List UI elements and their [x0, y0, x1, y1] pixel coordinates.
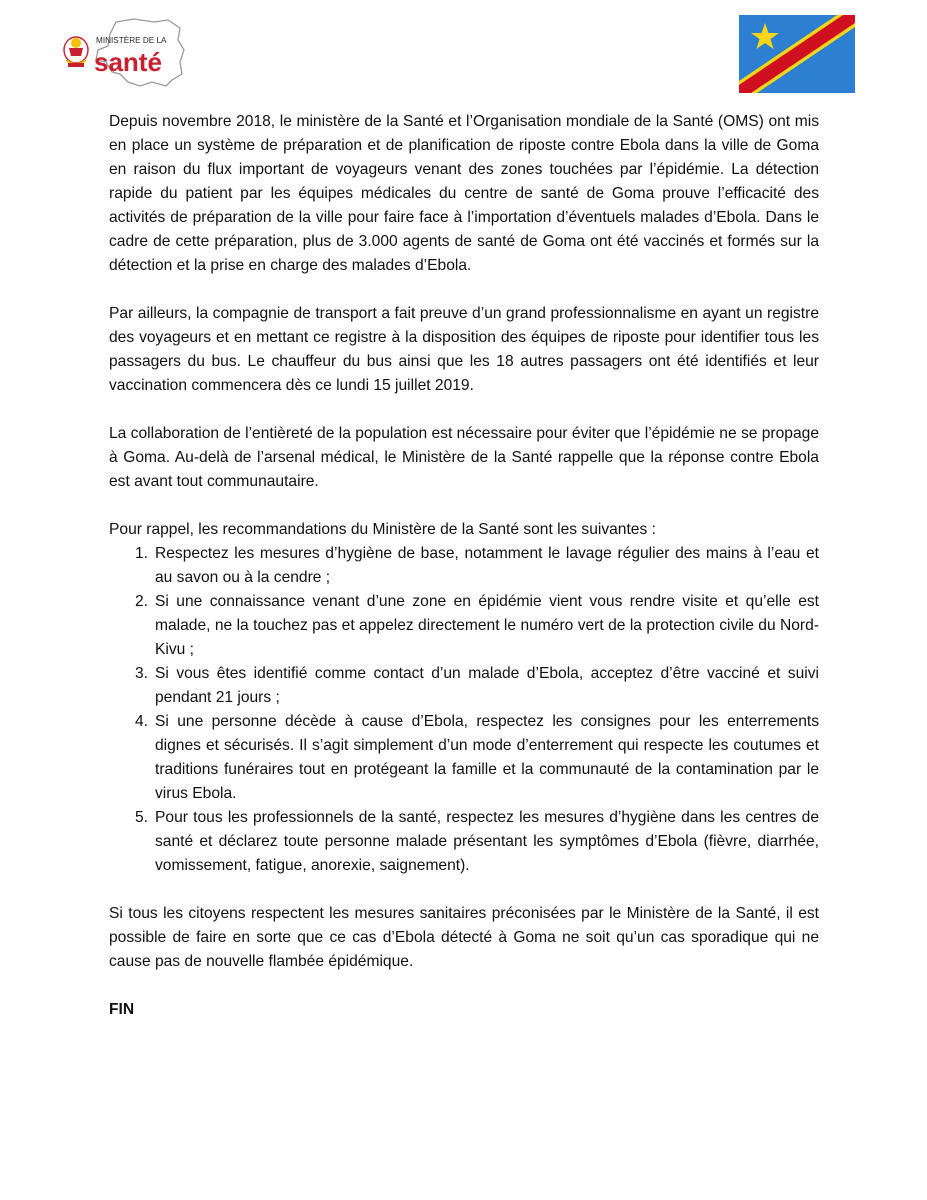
- paragraph-transport: Par ailleurs, la compagnie de transport a fait preuve d’un grand professionnalisme en ayant un registre des voyageurs et en mettant ce registre à la disposition des équipes de riposte pour identifier tous les passagers du bus. Le chauffeur du bus ainsi que les 18 autres passagers ont été identifiés et leur vaccination commencera dès ce lundi 15 juillet 2019.: [109, 305, 819, 394]
- recommendations-intro: Pour rappel, les recommandations du Ministère de la Santé sont les suivantes :: [109, 521, 656, 538]
- list-item: [109, 542, 819, 590]
- drc-flag: [739, 15, 855, 93]
- ministry-logo: [56, 16, 196, 90]
- list-item-text: Si une personne décède à cause d’Ebola, respectez les consignes pour les enterrements dignes et sécurisés. Il s’agit simplement d’un mode d’enterrement qui respecte les coutumes et traditions funéraires tout en protégeant la famille et la communauté de la contamination par le virus Ebola.: [155, 713, 819, 802]
- list-item-number: 3.: [135, 665, 149, 682]
- drc-flag-icon: [739, 15, 855, 93]
- logo-text-sante: santé: [94, 47, 162, 77]
- paragraph-collaboration: La collaboration de l’entièreté de la population est nécessaire pour éviter que l’épidémie ne se propage à Goma. Au-delà de l’arsenal médical, le Ministère de la Santé rappelle que la réponse contre Ebola est avant tout communautaire.: [109, 425, 819, 490]
- list-item-number: 1.: [135, 545, 149, 562]
- ministry-logo-graphic: [56, 16, 196, 90]
- list-item: [109, 806, 819, 878]
- logo-text-ministere: MINISTÈRE DE LA: [96, 36, 167, 45]
- list-item: [109, 662, 819, 710]
- paragraph-conclusion: Si tous les citoyens respectent les mesures sanitaires préconisées par le Ministère de la Santé, il est possible de faire en sorte que ce cas d’Ebola détecté à Goma ne soit qu’un cas sporadique qui ne cause pas de nouvelle flambée épidémique.: [109, 905, 819, 970]
- paragraph-preparation: Depuis novembre 2018, le ministère de la Santé et l’Organisation mondiale de la Santé (OMS) ont mis en place un système de préparation et de planification de riposte contre Ebola dans la ville de Goma en raison du flux important de voyageurs venant des zones touchées par l’épidémie. La détection rapide du patient par les équipes médicales du centre de santé de Goma prouve l’efficacité des activités de préparation de la ville pour faire face à l’importation d’éventuels malades d’Ebola. Dans le cadre de cette préparation, plus de 3.000 agents de santé de Goma ont été vaccinés et formés sur la détection et la prise en charge des malades d’Ebola.: [109, 113, 819, 274]
- list-item-number: 5.: [135, 809, 149, 826]
- end-mark: FIN: [109, 1001, 135, 1018]
- list-item: [109, 590, 819, 662]
- list-item: [109, 710, 819, 806]
- list-item-text: Pour tous les professionnels de la santé, respectez les mesures d’hygiène dans les centres de santé et déclarez toute personne malade présentant les symptômes d’Ebola (fièvre, diarrhée, vomissement, fatigue, anorexie, saignement).: [155, 809, 819, 874]
- list-item-text: Si vous êtes identifié comme contact d’un malade d’Ebola, acceptez d’être vacciné et suivi pendant 21 jours ;: [155, 665, 819, 706]
- list-item-text: Respectez les mesures d’hygiène de base, notamment le lavage régulier des mains à l’eau et au savon ou à la cendre ;: [155, 545, 819, 586]
- coat-of-arms-icon: [64, 37, 88, 67]
- list-item-text: Si une connaissance venant d’une zone en épidémie vient vous rendre visite et qu’elle est malade, ne la touchez pas et appelez directement le numéro vert de la protection civile du Nord-Kivu ;: [155, 593, 819, 658]
- recommendations-list: [109, 542, 819, 878]
- press-release-body: [109, 110, 819, 1046]
- list-item-number: 4.: [135, 713, 149, 730]
- list-item-number: 2.: [135, 593, 149, 610]
